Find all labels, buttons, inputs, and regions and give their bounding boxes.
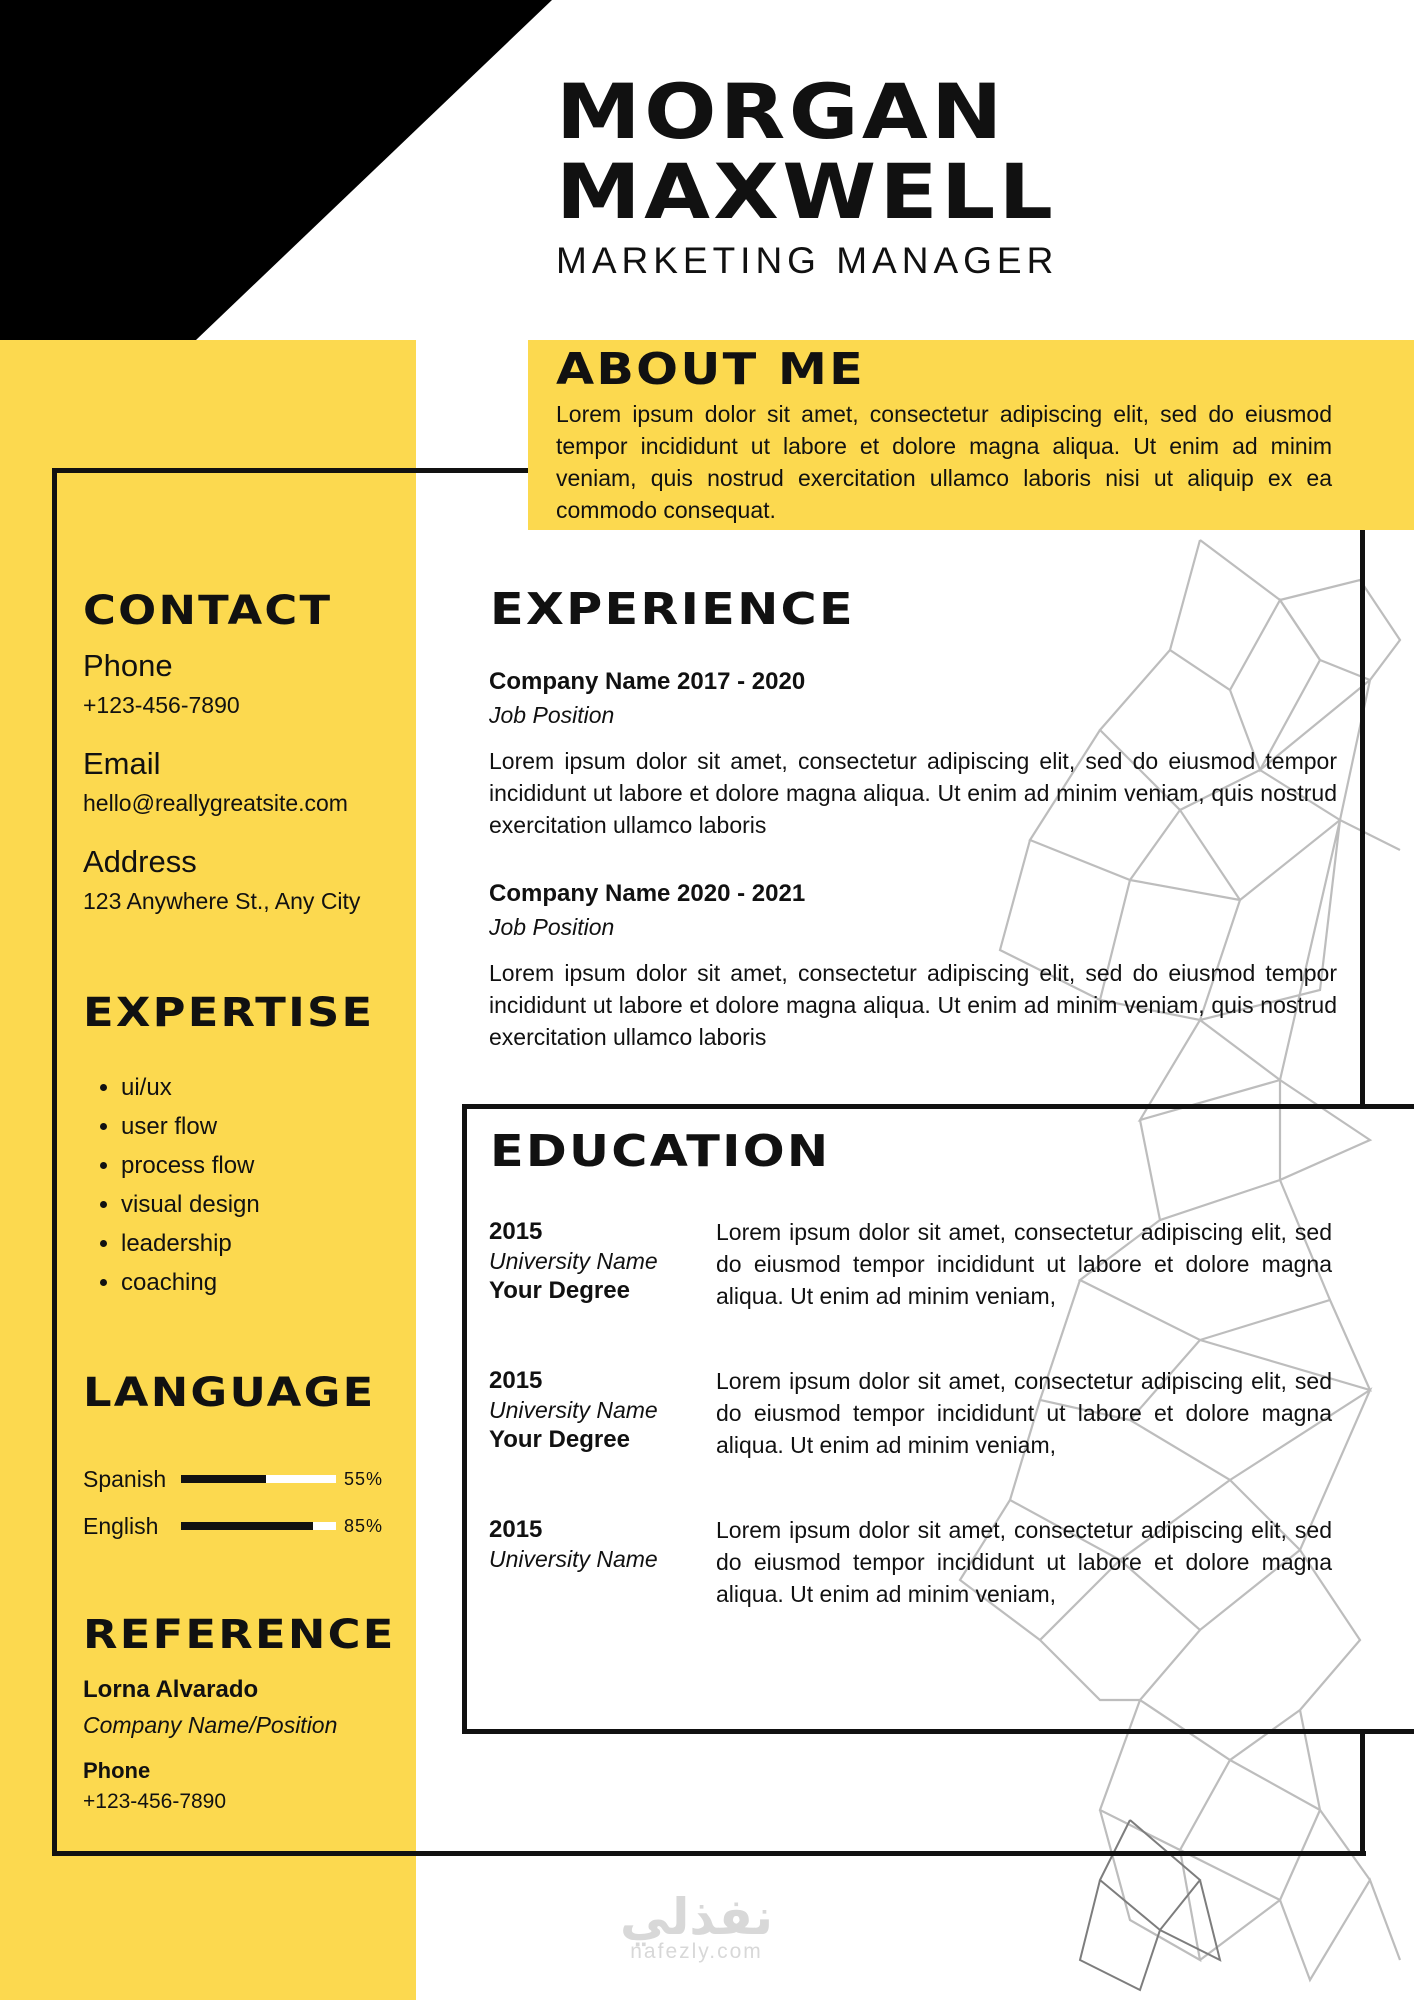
candidate-name [556, 67, 1057, 236]
job-description: Lorem ipsum dolor sit amet, consectetur adipiscing elit, sed do eiusmod tempor incididunt ut labore et dolore magna aliqua. Ut enim ad minim veniam, quis nostrud exercitation ullamco laboris [489, 748, 1337, 838]
university-name: University Name [489, 1397, 658, 1423]
language-bar [181, 1522, 336, 1530]
language-percent: 85% [343, 1515, 383, 1536]
education-entry [489, 1516, 658, 1573]
watermark [620, 1888, 773, 1964]
job-position: Job Position [489, 702, 615, 728]
frame-line-right-lower [1360, 1734, 1365, 1856]
reference-name: Lorna Alvarado [83, 1676, 259, 1703]
list-item: • user flow [121, 1107, 260, 1146]
language-bar-fill [181, 1522, 313, 1530]
address-label: Address [83, 844, 197, 879]
experience-title: EXPERIENCE [490, 584, 855, 635]
expertise-title: EXPERTISE [83, 990, 375, 1036]
university-name: University Name [489, 1546, 658, 1572]
company-name: Company Name 2017 - 2020 [489, 668, 806, 695]
frame-line-right-upper [1360, 530, 1365, 1108]
reference-company: Company Name/Position [83, 1712, 338, 1738]
watermark-latin: nafezly.com [630, 1940, 763, 1963]
language-percent: 55% [343, 1468, 383, 1489]
education-description: Lorem ipsum dolor sit amet, consectetur adipiscing elit, sed do eiusmod tempor incididunt ut labore et dolore magna aliqua. Ut enim ad minim veniam, [716, 1517, 1332, 1607]
degree-name: Your Degree [489, 1426, 630, 1453]
phone-label: Phone [83, 648, 173, 683]
education-year: 2015 [489, 1367, 543, 1394]
education-year: 2015 [489, 1516, 543, 1543]
address-value: 123 Anywhere St., Any City [83, 888, 361, 914]
job-title: MARKETING MANAGER [556, 240, 1059, 281]
language-title: LANGUAGE [83, 1370, 376, 1416]
reference-phone: +123-456-7890 [83, 1790, 227, 1813]
education-description: Lorem ipsum dolor sit amet, consectetur adipiscing elit, sed do eiusmod tempor incididunt ut labore et dolore magna aliqua. Ut enim ad minim veniam, [716, 1368, 1332, 1458]
education-year: 2015 [489, 1218, 543, 1245]
education-description: Lorem ipsum dolor sit amet, consectetur adipiscing elit, sed do eiusmod tempor incididunt ut labore et dolore magna aliqua. Ut enim ad minim veniam, [716, 1219, 1332, 1309]
reference-phone-label: Phone [83, 1758, 151, 1783]
university-name: University Name [489, 1248, 658, 1274]
education-title: EDUCATION [490, 1126, 831, 1177]
language-row [83, 1511, 383, 1541]
list-item: • process flow [121, 1146, 260, 1185]
list-item: • coaching [121, 1263, 260, 1302]
experience-entry [489, 668, 1337, 841]
watermark-arabic: نفذلي [620, 1888, 774, 1946]
language-name: Spanish [83, 1465, 167, 1492]
first-name: MORGAN [556, 67, 1006, 156]
job-position: Job Position [489, 914, 615, 940]
list-item: • leadership [121, 1224, 260, 1263]
about-title: ABOUT ME [556, 344, 866, 395]
black-corner-shape [0, 0, 560, 340]
education-entry [489, 1218, 658, 1305]
frame-line-bottom [52, 1851, 1366, 1856]
last-name: MAXWELL [556, 147, 1057, 236]
list-item: • ui/ux [121, 1068, 260, 1107]
education-entry [489, 1367, 658, 1454]
language-name: English [83, 1512, 159, 1539]
language-bar-fill [181, 1475, 266, 1483]
experience-entry [489, 880, 1337, 1053]
reference-title: REFERENCE [83, 1612, 396, 1658]
contact-title: CONTACT [83, 588, 333, 634]
degree-name: Your Degree [489, 1277, 630, 1304]
company-name: Company Name 2020 - 2021 [489, 880, 806, 907]
email-label: Email [83, 746, 161, 781]
frame-line-top [52, 468, 528, 473]
phone-value: +123-456-7890 [83, 692, 240, 718]
language-row [83, 1464, 383, 1494]
list-item: • visual design [121, 1185, 260, 1224]
expertise-list [83, 1068, 260, 1302]
frame-line-left [52, 468, 57, 1856]
language-bar [181, 1475, 336, 1483]
about-text: Lorem ipsum dolor sit amet, consectetur adipiscing elit, sed do eiusmod tempor incididunt ut labore et dolore magna aliqua. Ut enim ad minim veniam, quis nostrud exercitation ullamco laboris nisi ut aliquip ex ea commodo consequat. [556, 401, 1332, 523]
job-description: Lorem ipsum dolor sit amet, consectetur adipiscing elit, sed do eiusmod tempor incididunt ut labore et dolore magna aliqua. Ut enim ad minim veniam, quis nostrud exercitation ullamco laboris [489, 960, 1337, 1050]
email-value: hello@reallygreatsite.com [83, 790, 348, 816]
